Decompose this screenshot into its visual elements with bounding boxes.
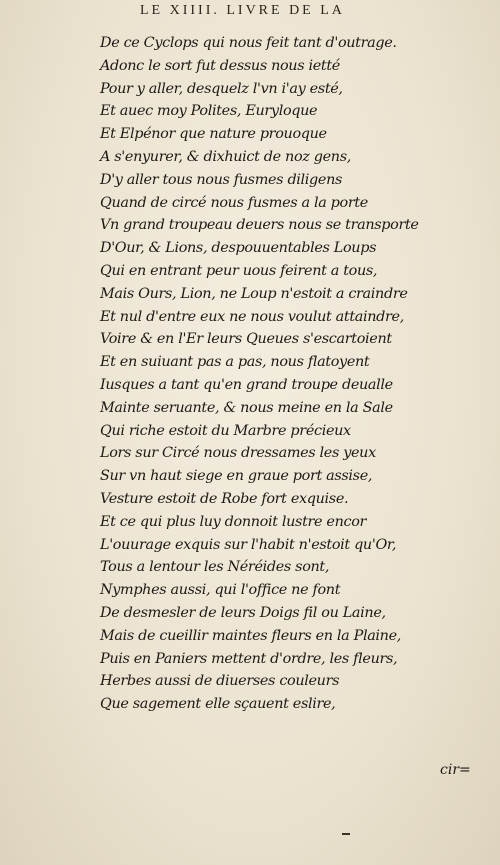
verse-line: Pour y aller, desquelz l'vn i'ay esté, [100,80,343,97]
verse-line: Puis en Paniers mettent d'ordre, les fleurs, [100,650,398,667]
verse-line: D'Our, & Lions, despouuentables Loups [100,240,377,257]
catchword: cir= [440,762,471,778]
verse-line: Lors sur Circé nous dressames les yeux [100,445,376,462]
verse-line: L'ouurage exquis sur l'habit n'estoit qu'Or, [100,536,397,553]
verse-line: Qui riche estoit du Marbre précieux [100,422,351,439]
verse-line: Quand de circé nous fusmes a la porte [100,194,368,211]
verse-line: D'y aller tous nous fusmes diligens [100,171,343,188]
verse-line: Adonc le sort fut dessus nous ietté [100,57,340,74]
verse-line: Mainte seruante, & nous meine en la Sale [100,399,393,416]
verse-line: Herbes aussi de diuerses couleurs [100,673,340,690]
verse-line: De ce Cyclops qui nous feit tant d'outrage. [100,35,397,51]
verse-line: De desmesler de leurs Doigs fil ou Laine, [100,604,386,621]
verse-line: Que sagement elle sçauent eslire, [100,696,336,713]
verse-line: Vesture estoit de Robe fort exquise. [100,490,349,507]
verse-line: Nymphes aussi, qui l'office ne font [100,582,341,599]
verse-line: Et Elpénor que nature prouoque [100,126,327,143]
verse-line: Tous a lentour les Néréides sont, [100,559,330,576]
verse-line: Vn grand troupeau deuers nous se transporte [100,217,419,234]
verse-line: Et en suiuant pas a pas, nous flatoyent [100,354,370,371]
verse-line: Mais Ours, Lion, ne Loup n'estoit a craindre [100,285,408,302]
verse-line: A s'enyurer, & dixhuict de noz gens, [100,148,351,165]
printer-mark [342,833,350,835]
verse-line: Et nul d'entre eux ne nous voulut attaindre, [100,308,404,325]
verse-line: Et auec moy Polites, Euryloque [100,103,318,120]
verse-line: Iusques a tant qu'en grand troupe deualle [100,376,393,393]
verse-block [100,32,440,716]
running-head: LE XIIII. LIVRE DE LA [140,3,345,18]
verse-line: Voire & en l'Er leurs Queues s'escartoient [100,331,392,348]
verse-line: Sur vn haut siege en graue port assise, [100,468,373,485]
verse-line: Et ce qui plus luy donnoit lustre encor [100,513,367,530]
verse-line: Qui en entrant peur uous feirent a tous, [100,262,378,279]
verse-line: Mais de cueillir maintes fleurs en la Plaine, [100,627,401,644]
